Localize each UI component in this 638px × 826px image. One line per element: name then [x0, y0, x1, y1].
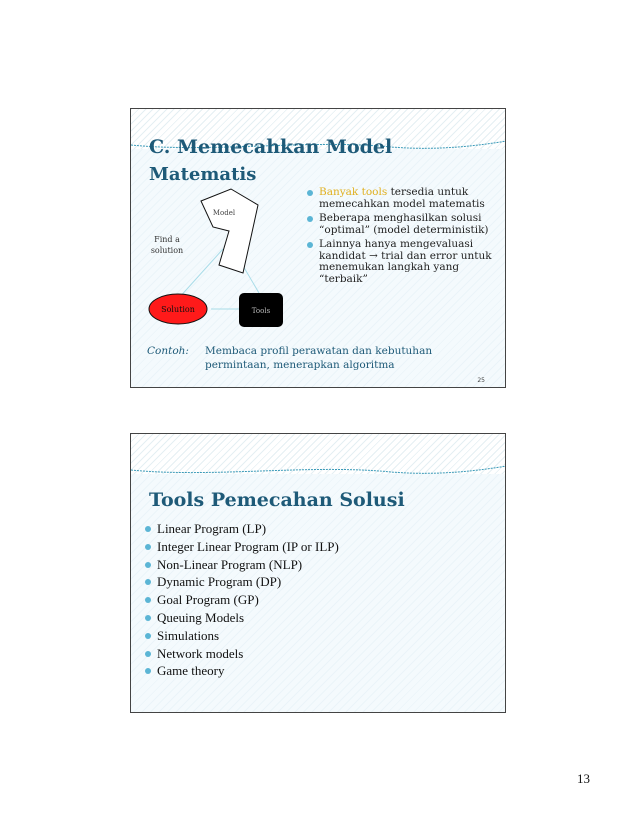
model-label: Model [212, 209, 236, 217]
tools-list-item: Goal Program (GP) [145, 591, 339, 609]
contoh-example [147, 344, 497, 372]
tools-list-item: Non-Linear Program (NLP) [145, 556, 339, 574]
solution-label: Solution [161, 305, 195, 314]
slide-title: Tools Pemecahan Solusi [149, 489, 405, 511]
slide-tools-pemecahan [130, 433, 506, 713]
contoh-label: Contoh: [147, 345, 189, 357]
find-solution-line2: solution [150, 246, 184, 255]
tools-list-item: Linear Program (LP) [145, 520, 339, 538]
page-number: 13 [577, 771, 590, 786]
tools-list-item: Simulations [145, 627, 339, 645]
contoh-text: Membaca profil perawatan dan kebutuhan permintaan, menerapkan algoritma [205, 345, 433, 371]
bullet-text: Beberapa menghasilkan solusi “optimal” (model deterministik) [319, 212, 489, 236]
slide-header-wave [131, 434, 506, 494]
find-solution-line1: Find a [154, 235, 180, 244]
tools-list [145, 520, 339, 680]
tools-list-item: Dynamic Program (DP) [145, 573, 339, 591]
slide-title-line1: C. Memecahkan Model [149, 136, 393, 158]
bullet-text: Lainnya hanya mengevaluasi kandidat → trial dan error untuk menemukan langkah yang “terbaik” [319, 238, 492, 285]
bullet-highlight: Banyak tools [319, 186, 388, 198]
slide1-bullet [307, 239, 502, 285]
tools-label: Tools [251, 307, 271, 315]
tools-list-item: Queuing Models [145, 609, 339, 627]
bullet-text: tersedia untuk memecahkan model matematis [319, 186, 485, 210]
slide1-bullet [307, 213, 502, 236]
tools-list-item: Network models [145, 645, 339, 663]
model-diagram [131, 109, 307, 339]
tools-list-item: Game theory [145, 662, 339, 680]
model-shape [201, 189, 258, 273]
slide1-bullet [307, 187, 502, 210]
slide-memecahkan-model [130, 108, 506, 388]
tools-list-item: Integer Linear Program (IP or ILP) [145, 538, 339, 556]
slide-title-line2: Matematis [149, 164, 257, 185]
slide1-bullet-list [307, 187, 502, 288]
slide-number: 25 [477, 377, 485, 384]
